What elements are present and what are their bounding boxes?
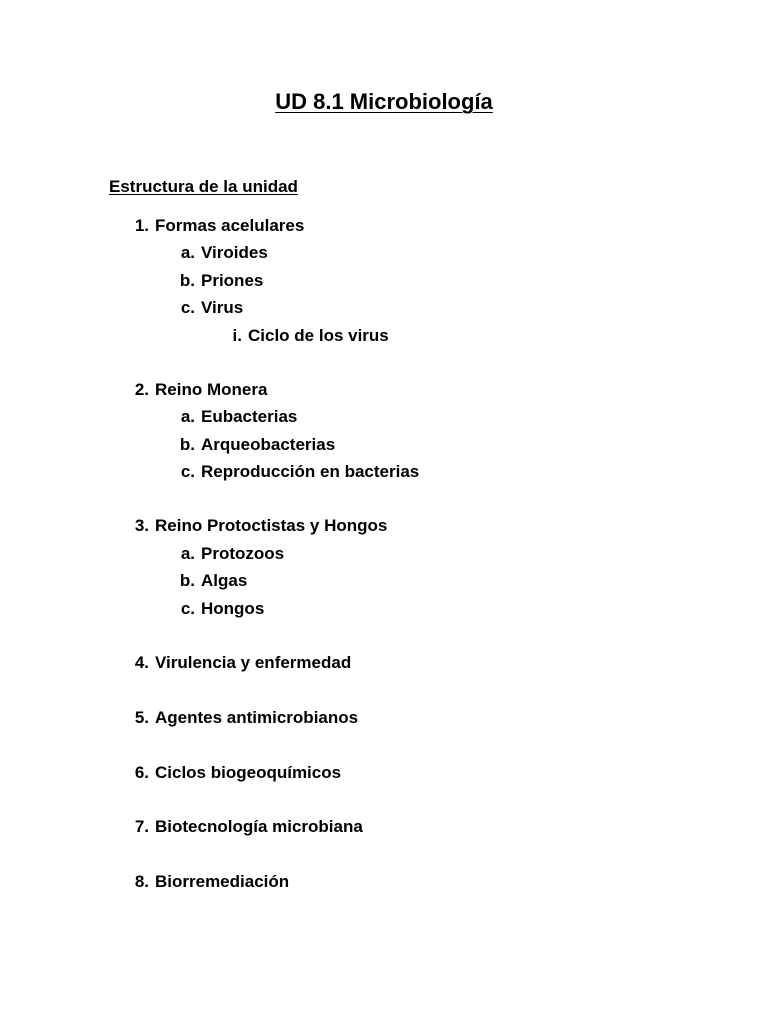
outline-label: Biotecnología microbiana <box>155 817 363 836</box>
outline-label: Protozoos <box>201 544 285 563</box>
outline-label: Ciclos biogeoquímicos <box>155 763 342 782</box>
outline-letter: a. <box>180 407 195 426</box>
outline-item-4 <box>131 652 351 674</box>
outline-letter: a. <box>180 544 195 563</box>
outline-label: Hongos <box>201 599 265 618</box>
outline-label: Virulencia y enfermedad <box>155 653 352 672</box>
outline-subitem-1a <box>177 242 268 264</box>
outline-item-2 <box>131 379 267 401</box>
document-title <box>0 88 768 116</box>
outline-number: 7. <box>134 817 149 836</box>
unit-structure-heading: Estructura de la unidad <box>109 177 298 196</box>
outline-label: Agentes antimicrobianos <box>155 708 359 727</box>
outline-label: Eubacterias <box>201 407 298 426</box>
outline-subitem-1b <box>177 270 263 292</box>
outline-subitem-2b <box>177 434 335 456</box>
outline-subsubitem-1ci <box>222 325 389 347</box>
outline-letter: a. <box>180 243 195 262</box>
outline-roman: i. <box>232 326 242 345</box>
outline-label: Reino Monera <box>155 380 268 399</box>
outline-letter: b. <box>179 435 195 454</box>
outline-number: 5. <box>134 708 149 727</box>
outline-letter: c. <box>180 462 195 481</box>
outline-item-6 <box>131 762 341 784</box>
outline-item-3 <box>131 515 387 537</box>
outline-subitem-3b <box>177 570 247 592</box>
outline-number: 4. <box>134 653 149 672</box>
outline-item-5 <box>131 707 358 729</box>
document-title-text: UD 8.1 Microbiología <box>275 89 493 114</box>
outline-label: Biorremediación <box>155 872 290 891</box>
outline-label: Arqueobacterias <box>201 435 336 454</box>
outline-number: 6. <box>134 763 149 782</box>
outline-number: 3. <box>134 516 149 535</box>
outline-label: Reino Protoctistas y Hongos <box>155 516 388 535</box>
outline-label: Virus <box>201 298 244 317</box>
outline-number: 2. <box>134 380 149 399</box>
outline-subitem-2a <box>177 406 297 428</box>
outline-number: 1. <box>134 216 149 235</box>
outline-item-1 <box>131 215 304 237</box>
outline-subitem-1c <box>177 297 243 319</box>
outline-subitem-2c <box>177 461 419 483</box>
outline-item-7 <box>131 816 363 838</box>
outline-letter: b. <box>179 571 195 590</box>
outline-number: 8. <box>134 872 149 891</box>
outline-subitem-3c <box>177 598 264 620</box>
outline-label: Viroides <box>201 243 268 262</box>
outline-letter: c. <box>180 298 195 317</box>
outline-label: Priones <box>201 271 264 290</box>
outline-label: Algas <box>201 571 248 590</box>
outline-letter: c. <box>180 599 195 618</box>
outline-label: Formas acelulares <box>155 216 305 235</box>
outline-item-8 <box>131 871 289 893</box>
outline-subitem-3a <box>177 543 284 565</box>
outline-label: Ciclo de los virus <box>248 326 389 345</box>
outline-letter: b. <box>179 271 195 290</box>
outline-label: Reproducción en bacterias <box>201 462 420 481</box>
